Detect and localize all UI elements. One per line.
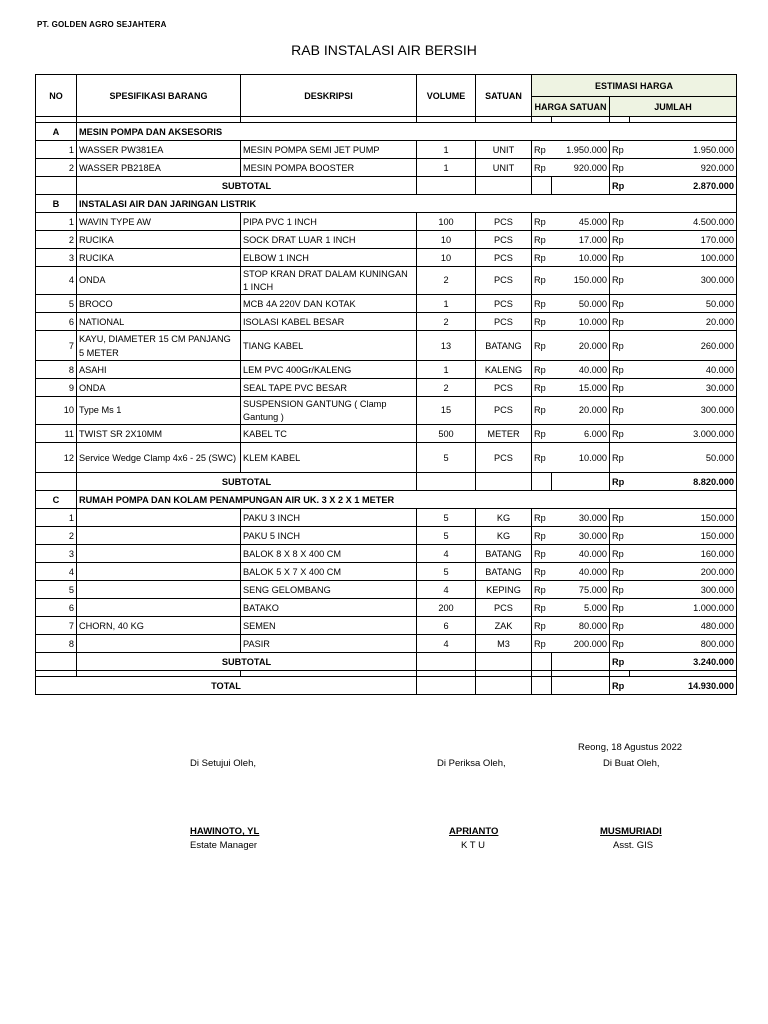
subtotal-amount: 8.820.000 [630,473,737,491]
row-number: 5 [36,295,77,313]
row-amount: 4.500.000 [630,213,737,231]
header-estimate: ESTIMASI HARGA [532,75,737,97]
row-unit-price: 45.000 [552,213,610,231]
row-volume: 5 [417,527,476,545]
amount-currency: Rp [610,635,630,653]
price-currency: Rp [532,231,552,249]
row-desc: BALOK 5 X 7 X 400 CM [241,563,417,581]
subtotal-row [36,473,737,491]
price-currency: Rp [532,267,552,295]
row-amount: 3.000.000 [630,425,737,443]
row-amount: 150.000 [630,527,737,545]
amount-currency: Rp [610,509,630,527]
row-number: 6 [36,313,77,331]
table-row [36,617,737,635]
table-row [36,295,737,313]
row-volume: 500 [417,425,476,443]
price-currency: Rp [532,141,552,159]
total-currency: Rp [610,677,630,695]
section-letter: B [36,195,77,213]
maker-caption: Di Buat Oleh, [603,758,660,769]
header-unit: SATUAN [476,75,532,117]
price-currency: Rp [532,295,552,313]
row-number: 7 [36,331,77,361]
subtotal-row [36,177,737,195]
row-spec: BROCO [77,295,241,313]
row-volume: 200 [417,599,476,617]
amount-currency: Rp [610,581,630,599]
table-row [36,361,737,379]
table-row [36,599,737,617]
row-number: 3 [36,249,77,267]
total-row [36,677,737,695]
row-unit-price: 20.000 [552,397,610,425]
amount-currency: Rp [610,231,630,249]
row-volume: 1 [417,361,476,379]
row-unit-price: 10.000 [552,313,610,331]
subtotal-row [36,653,737,671]
row-unit: PCS [476,379,532,397]
row-spec [77,581,241,599]
row-unit: M3 [476,635,532,653]
row-spec [77,563,241,581]
table-row [36,443,737,473]
table-row [36,527,737,545]
amount-currency: Rp [610,295,630,313]
row-number: 5 [36,581,77,599]
row-amount: 40.000 [630,361,737,379]
row-amount: 300.000 [630,267,737,295]
row-desc: SENG GELOMBANG [241,581,417,599]
price-currency: Rp [532,563,552,581]
row-amount: 200.000 [630,563,737,581]
row-amount: 480.000 [630,617,737,635]
price-currency: Rp [532,443,552,473]
header-spec: SPESIFIKASI BARANG [77,75,241,117]
row-number: 10 [36,397,77,425]
row-unit: KALENG [476,361,532,379]
row-desc: PAKU 3 INCH [241,509,417,527]
row-desc: PIPA PVC 1 INCH [241,213,417,231]
row-volume: 4 [417,581,476,599]
amount-currency: Rp [610,249,630,267]
row-desc: STOP KRAN DRAT DALAM KUNINGAN 1 INCH [241,267,417,295]
row-number: 8 [36,635,77,653]
row-unit: PCS [476,397,532,425]
row-spec: Service Wedge Clamp 4x6 - 25 (SWC) [77,443,241,473]
price-currency: Rp [532,635,552,653]
row-unit: BATANG [476,331,532,361]
row-unit-price: 200.000 [552,635,610,653]
row-amount: 100.000 [630,249,737,267]
row-volume: 13 [417,331,476,361]
header-no: NO [36,75,77,117]
amount-currency: Rp [610,527,630,545]
row-spec: ONDA [77,267,241,295]
row-spec [77,599,241,617]
row-unit-price: 920.000 [552,159,610,177]
amount-currency: Rp [610,617,630,635]
price-currency: Rp [532,249,552,267]
row-volume: 6 [417,617,476,635]
row-number: 4 [36,563,77,581]
row-volume: 5 [417,509,476,527]
row-number: 12 [36,443,77,473]
row-unit-price: 5.000 [552,599,610,617]
row-unit-price: 40.000 [552,361,610,379]
row-unit: BATANG [476,545,532,563]
row-unit: PCS [476,213,532,231]
approver-role: Estate Manager [190,840,258,851]
row-unit-price: 30.000 [552,527,610,545]
row-unit-price: 10.000 [552,249,610,267]
row-unit-price: 1.950.000 [552,141,610,159]
checker-name: APRIANTO [449,826,499,837]
row-desc: MESIN POMPA SEMI JET PUMP [241,141,417,159]
row-number: 1 [36,509,77,527]
budget-table-body [36,117,737,695]
row-desc: BATAKO [241,599,417,617]
table-row [36,249,737,267]
row-amount: 150.000 [630,509,737,527]
subtotal-amount: 2.870.000 [630,177,737,195]
price-currency: Rp [532,331,552,361]
row-spec: TWIST SR 2X10MM [77,425,241,443]
row-volume: 4 [417,545,476,563]
subtotal-label: SUBTOTAL [77,177,417,195]
row-desc: MESIN POMPA BOOSTER [241,159,417,177]
row-volume: 10 [417,231,476,249]
table-row [36,267,737,295]
budget-table [35,74,737,695]
row-spec [77,527,241,545]
row-amount: 50.000 [630,295,737,313]
row-unit-price: 6.000 [552,425,610,443]
row-amount: 30.000 [630,379,737,397]
row-number: 8 [36,361,77,379]
row-unit-price: 75.000 [552,581,610,599]
amount-currency: Rp [610,397,630,425]
price-currency: Rp [532,397,552,425]
row-volume: 15 [417,397,476,425]
row-amount: 1.950.000 [630,141,737,159]
row-unit: PCS [476,267,532,295]
row-desc: ISOLASI KABEL BESAR [241,313,417,331]
row-amount: 170.000 [630,231,737,249]
row-number: 7 [36,617,77,635]
document-title: RAB INSTALASI AIR BERSIH [291,42,477,58]
table-row [36,213,737,231]
header-amount: JUMLAH [610,97,737,117]
row-unit: PCS [476,231,532,249]
row-volume: 10 [417,249,476,267]
table-row [36,509,737,527]
row-spec: WAVIN TYPE AW [77,213,241,231]
row-unit-price: 15.000 [552,379,610,397]
section-title: MESIN POMPA DAN AKSESORIS [77,123,737,141]
table-row [36,331,737,361]
row-number: 2 [36,231,77,249]
subtotal-amount: 3.240.000 [630,653,737,671]
price-currency: Rp [532,313,552,331]
price-currency: Rp [532,527,552,545]
row-unit: METER [476,425,532,443]
row-amount: 20.000 [630,313,737,331]
amount-currency: Rp [610,425,630,443]
row-spec: ASAHI [77,361,241,379]
row-spec: WASSER PB218EA [77,159,241,177]
row-desc: PASIR [241,635,417,653]
row-amount: 260.000 [630,331,737,361]
row-unit: PCS [476,295,532,313]
amount-currency: Rp [610,313,630,331]
row-unit: ZAK [476,617,532,635]
subtotal-currency: Rp [610,473,630,491]
row-spec: CHORN, 40 KG [77,617,241,635]
row-volume: 5 [417,563,476,581]
approver-name: HAWINOTO, YL [190,826,260,837]
row-unit: PCS [476,313,532,331]
price-currency: Rp [532,379,552,397]
amount-currency: Rp [610,361,630,379]
header-volume: VOLUME [417,75,476,117]
table-row [36,397,737,425]
section-row [36,491,737,509]
row-unit: PCS [476,249,532,267]
row-unit-price: 40.000 [552,545,610,563]
row-unit: UNIT [476,159,532,177]
row-amount: 300.000 [630,581,737,599]
row-spec: KAYU, DIAMETER 15 CM PANJANG 5 METER [77,331,241,361]
row-unit-price: 30.000 [552,509,610,527]
row-desc: MCB 4A 220V DAN KOTAK [241,295,417,313]
row-number: 3 [36,545,77,563]
table-row [36,159,737,177]
table-row [36,313,737,331]
row-volume: 4 [417,635,476,653]
amount-currency: Rp [610,267,630,295]
row-unit-price: 80.000 [552,617,610,635]
row-number: 11 [36,425,77,443]
section-title: RUMAH POMPA DAN KOLAM PENAMPUNGAN AIR UK. 3 X 2 X 1 METER [77,491,737,509]
row-spec [77,545,241,563]
total-label: TOTAL [36,677,417,695]
row-desc: PAKU 5 INCH [241,527,417,545]
grand-total: 14.930.000 [630,677,737,695]
row-desc: SEAL TAPE PVC BESAR [241,379,417,397]
row-spec [77,635,241,653]
row-spec: WASSER PW381EA [77,141,241,159]
checker-caption: Di Periksa Oleh, [437,758,506,769]
price-currency: Rp [532,509,552,527]
price-currency: Rp [532,545,552,563]
row-unit: PCS [476,443,532,473]
row-unit: KG [476,509,532,527]
table-row [36,379,737,397]
row-unit-price: 150.000 [552,267,610,295]
header-unit-price: HARGA SATUAN [532,97,610,117]
row-desc: SOCK DRAT LUAR 1 INCH [241,231,417,249]
table-row [36,635,737,653]
amount-currency: Rp [610,159,630,177]
row-desc: SEMEN [241,617,417,635]
row-number: 9 [36,379,77,397]
row-volume: 5 [417,443,476,473]
amount-currency: Rp [610,599,630,617]
row-spec: NATIONAL [77,313,241,331]
row-unit-price: 50.000 [552,295,610,313]
row-amount: 800.000 [630,635,737,653]
amount-currency: Rp [610,443,630,473]
row-unit: KG [476,527,532,545]
row-amount: 920.000 [630,159,737,177]
row-unit: KEPING [476,581,532,599]
row-number: 4 [36,267,77,295]
section-title: INSTALASI AIR DAN JARINGAN LISTRIK [77,195,737,213]
row-spec: Type Ms 1 [77,397,241,425]
section-row [36,123,737,141]
row-desc: LEM PVC 400Gr/KALENG [241,361,417,379]
row-volume: 2 [417,267,476,295]
row-unit: BATANG [476,563,532,581]
price-currency: Rp [532,617,552,635]
amount-currency: Rp [610,213,630,231]
row-volume: 1 [417,159,476,177]
table-row [36,563,737,581]
row-spec: RUCIKA [77,249,241,267]
price-currency: Rp [532,581,552,599]
table-row [36,425,737,443]
subtotal-label: SUBTOTAL [77,473,417,491]
price-currency: Rp [532,599,552,617]
maker-name: MUSMURIADI [600,826,662,837]
row-desc: TIANG KABEL [241,331,417,361]
header-desc: DESKRIPSI [241,75,417,117]
row-spec: ONDA [77,379,241,397]
row-number: 6 [36,599,77,617]
row-volume: 2 [417,313,476,331]
amount-currency: Rp [610,545,630,563]
row-desc: SUSPENSION GANTUNG ( Clamp Gantung ) [241,397,417,425]
table-row [36,581,737,599]
approver-caption: Di Setujui Oleh, [190,758,257,769]
row-number: 1 [36,213,77,231]
section-letter: C [36,491,77,509]
row-unit: UNIT [476,141,532,159]
row-unit-price: 10.000 [552,443,610,473]
amount-currency: Rp [610,331,630,361]
row-desc: ELBOW 1 INCH [241,249,417,267]
subtotal-currency: Rp [610,177,630,195]
subtotal-currency: Rp [610,653,630,671]
place-date: Reong, 18 Agustus 2022 [578,742,683,753]
row-unit: PCS [476,599,532,617]
row-volume: 1 [417,295,476,313]
table-row [36,141,737,159]
row-unit-price: 20.000 [552,331,610,361]
section-row [36,195,737,213]
table-row [36,231,737,249]
maker-role: Asst. GIS [613,840,654,851]
price-currency: Rp [532,361,552,379]
row-desc: KLEM KABEL [241,443,417,473]
company-name: PT. GOLDEN AGRO SEJAHTERA [37,20,167,29]
row-spec: RUCIKA [77,231,241,249]
row-unit-price: 40.000 [552,563,610,581]
amount-currency: Rp [610,141,630,159]
row-amount: 300.000 [630,397,737,425]
price-currency: Rp [532,425,552,443]
row-volume: 1 [417,141,476,159]
row-unit-price: 17.000 [552,231,610,249]
table-row [36,545,737,563]
row-volume: 2 [417,379,476,397]
price-currency: Rp [532,213,552,231]
row-number: 1 [36,141,77,159]
row-desc: BALOK 8 X 8 X 400 CM [241,545,417,563]
subtotal-label: SUBTOTAL [77,653,417,671]
amount-currency: Rp [610,379,630,397]
row-number: 2 [36,527,77,545]
price-currency: Rp [532,159,552,177]
row-amount: 50.000 [630,443,737,473]
section-letter: A [36,123,77,141]
row-volume: 100 [417,213,476,231]
checker-role: K T U [461,840,485,851]
row-number: 2 [36,159,77,177]
amount-currency: Rp [610,563,630,581]
row-desc: KABEL TC [241,425,417,443]
row-spec [77,509,241,527]
row-amount: 1.000.000 [630,599,737,617]
row-amount: 160.000 [630,545,737,563]
